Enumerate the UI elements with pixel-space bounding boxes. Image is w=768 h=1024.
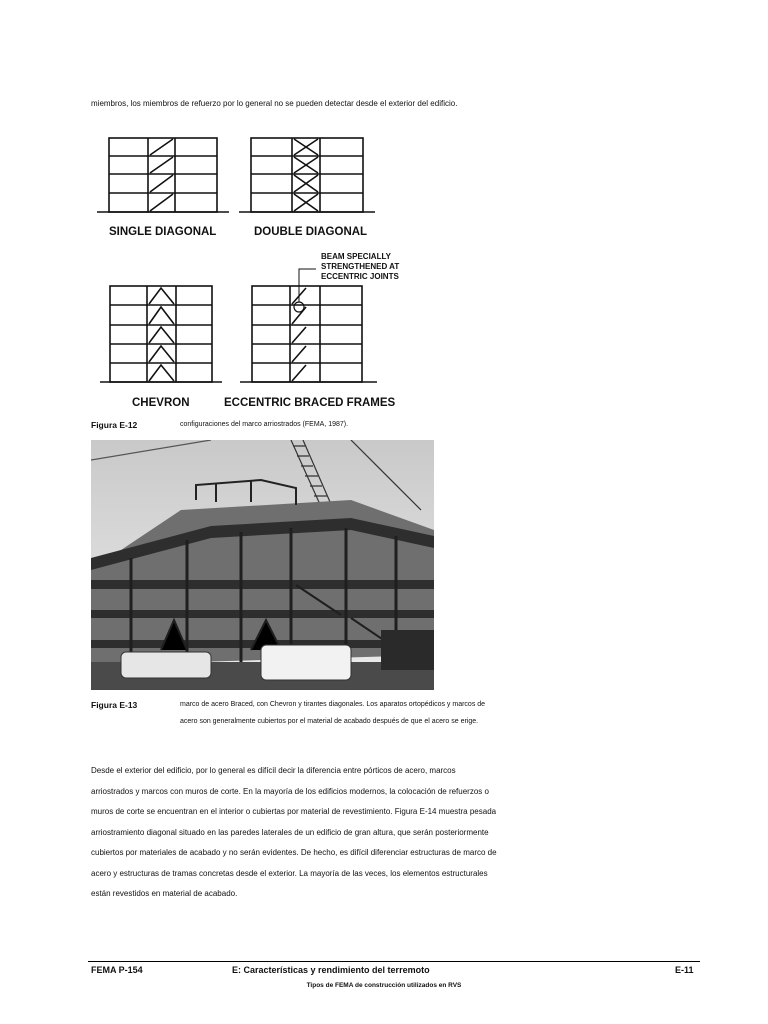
steel-frame-construction-photo: [91, 440, 434, 690]
body-line: están revestidos en material de acabado.: [91, 889, 238, 898]
body-line: muros de corte se encuentran en el interior o cubiertas por material de revestimiento. Figura E-14 muestra pesada: [91, 807, 497, 816]
label-double-diagonal: DOUBLE DIAGONAL: [254, 226, 368, 238]
callout-line-1: BEAM SPECIALLY: [321, 252, 391, 261]
body-line: Desde el exterior del edificio, por lo general es difícil decir la diferencia entre pórticos de acero, marcos: [91, 766, 456, 775]
footer-document-id: FEMA P-154: [91, 965, 143, 975]
body-line: arriostramiento diagonal situado en las paredes laterales de un edificio de gran altura, que serán posteriormente: [91, 827, 489, 837]
footer-divider: [88, 961, 700, 962]
body-line: acero y estructuras de tramas concretas desde el exterior. La mayoría de las veces, los elementos estructurales: [91, 868, 488, 878]
braced-frame-diagram: [94, 132, 424, 412]
footer-page-number: E-11: [675, 965, 694, 975]
figure-e13-caption-line-2: acero son generalmente cubiertos por el material de acabado después de que el acero se erige.: [180, 718, 479, 725]
body-line: cubiertos por materiales de acabado y no serán evidentes. De hecho, es difícil diferenciar estructuras de marco de: [91, 848, 497, 857]
figure-e12-label: Figura E-12: [91, 420, 138, 430]
figure-e13-label: Figura E-13: [91, 700, 138, 710]
figure-e13-caption-line-1: marco de acero Braced, con Chevron y tirantes diagonales. Los aparatos ortopédicos y marcos de: [180, 701, 486, 708]
body-paragraph: [91, 761, 531, 905]
single-diagonal-frame: [97, 138, 229, 212]
label-single-diagonal: SINGLE DIAGONAL: [109, 226, 217, 238]
label-eccentric-braced: ECCENTRIC BRACED FRAMES: [224, 397, 396, 409]
callout-line-3: ECCENTRIC JOINTS: [321, 272, 399, 281]
intro-text: miembros, los miembros de refuerzo por lo general no se pueden detectar desde el exterior del edificio.: [91, 99, 458, 108]
body-line: arriostrados y marcos con muros de corte. En la mayoría de los edificios modernos, la colocación de refuerzos o: [91, 786, 489, 796]
chevron-frame: [100, 286, 222, 382]
eccentric-braced-frame: [240, 269, 377, 382]
label-chevron: CHEVRON: [132, 397, 190, 409]
footer-subtitle: Tipos de FEMA de construcción utilizados en RVS: [306, 982, 462, 989]
double-diagonal-frame: [239, 138, 375, 212]
callout-line-2: STRENGTHENED AT: [321, 262, 400, 271]
footer-chapter-title: E: Características y rendimiento del terremoto: [232, 965, 430, 975]
figure-e12-caption: configuraciones del marco arriostrados (FEMA, 1987).: [180, 421, 349, 428]
